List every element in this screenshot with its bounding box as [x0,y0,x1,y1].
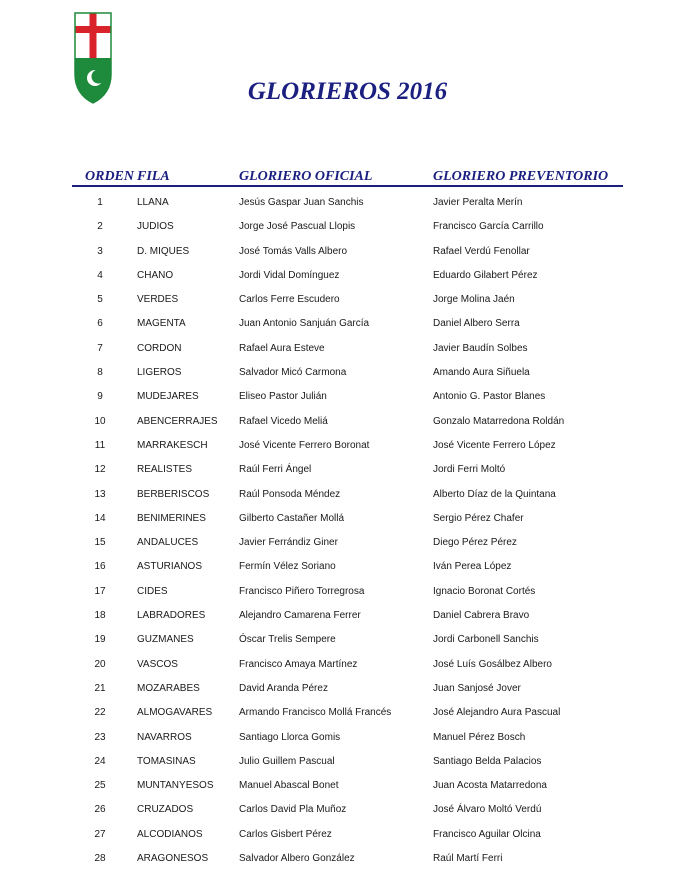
gloriero-preventorio-cell: José Luís Gosálbez Albero [433,658,552,670]
gloriero-preventorio-cell: Rafael Verdú Fenollar [433,245,530,257]
header-divider [72,185,623,187]
table-row [0,263,695,287]
gloriero-preventorio-cell: Jordi Carbonell Sanchis [433,634,539,646]
fila-cell: LLANA [137,197,169,208]
orden-cell: 26 [94,804,106,816]
orden-cell: 4 [97,269,103,281]
table-row [0,652,695,676]
orden-cell: 13 [94,488,106,500]
orden-cell: 2 [97,221,103,233]
fila-cell: CHANO [137,269,174,281]
table-row [0,214,695,238]
orden-cell: 14 [94,512,106,524]
table-row [0,676,695,700]
gloriero-preventorio-cell: Santiago Belda Palacios [433,755,542,767]
gloriero-preventorio-cell: Sergio Pérez Chafer [433,512,524,524]
table-row [0,506,695,530]
fila-cell: CORDON [137,342,182,354]
orden-cell: 11 [94,439,106,451]
gloriero-preventorio-cell: Daniel Cabrera Bravo [433,610,530,622]
table-row [0,773,695,797]
fila-cell: LABRADORES [137,610,206,622]
gloriero-oficial-cell: Rafael Vicedo Meliá [239,415,328,427]
table-row [0,336,695,360]
gloriero-oficial-cell: David Aranda Pérez [239,682,328,694]
table-row [0,846,695,870]
gloriero-preventorio-cell: Eduardo Gilabert Pérez [433,269,538,281]
gloriero-preventorio-cell: José Vicente Ferrero López [433,439,556,451]
gloriero-preventorio-cell: Francisco Aguilar Olcina [433,828,541,840]
gloriero-preventorio-cell: Iván Perea López [433,561,512,573]
gloriero-oficial-cell: Salvador Albero González [239,853,355,865]
page-title: GLORIEROS 2016 [247,78,448,105]
orden-cell: 10 [94,415,106,427]
gloriero-preventorio-cell: Jorge Molina Jaén [433,294,515,306]
table-row [0,409,695,433]
gloriero-preventorio-cell: Raúl Martí Ferri [433,853,503,865]
gloriero-oficial-cell: Salvador Micó Carmona [239,367,347,379]
gloriero-preventorio-cell: José Álvaro Moltó Verdú [433,804,542,816]
fila-cell: MOZARABES [137,682,200,694]
gloriero-preventorio-cell: Manuel Pérez Bosch [433,731,526,743]
table-row [0,627,695,651]
table-row [0,311,695,335]
gloriero-oficial-cell: Juan Antonio Sanjuán García [239,318,370,330]
orden-cell: 5 [97,294,103,306]
gloriero-oficial-cell: Santiago Llorca Gomis [239,731,341,743]
table-row [0,239,695,263]
fila-cell: VERDES [137,294,179,306]
gloriero-oficial-cell: Francisco Amaya Martínez [239,658,358,670]
fila-cell: MUDEJARES [137,391,199,403]
orden-cell: 19 [94,634,106,646]
gloriero-oficial-cell: Gilberto Castañer Mollá [239,512,345,524]
fila-cell: ARAGONESOS [137,853,209,865]
header-gloriero-oficial: GLORIERO OFICIAL [239,169,373,184]
fila-cell: LIGEROS [137,367,182,379]
header-orden: ORDEN [85,169,135,184]
gloriero-preventorio-cell: Javier Peralta Merín [433,197,523,208]
fila-cell: TOMASINAS [137,755,196,767]
table-row [0,287,695,311]
gloriero-preventorio-cell: Francisco García Carrillo [433,221,544,233]
gloriero-oficial-cell: Jorge José Pascual Llopis [239,221,356,233]
fila-cell: ALCODIANOS [137,828,203,840]
gloriero-preventorio-cell: Juan Sanjosé Jover [433,682,521,694]
fila-cell: D. MIQUES [137,245,190,257]
table-row [0,603,695,627]
gloriero-oficial-cell: Raúl Ferri Ángel [239,464,312,476]
table-row [0,579,695,603]
fila-cell: JUDIOS [137,221,174,233]
header-fila: FILA [137,169,170,184]
gloriero-oficial-cell: Jordi Vidal Domínguez [239,269,340,281]
orden-cell: 9 [97,391,103,403]
gloriero-preventorio-cell: Jordi Ferri Moltó [433,464,506,476]
orden-cell: 6 [97,318,103,330]
orden-cell: 25 [94,780,106,792]
fila-cell: GUZMANES [137,634,194,646]
gloriero-preventorio-cell: Daniel Albero Serra [433,318,520,330]
gloriero-oficial-cell: Carlos Gisbert Pérez [239,828,332,840]
table-row [0,360,695,384]
table-row [0,433,695,457]
fila-cell: MARRAKESCH [137,439,208,451]
gloriero-oficial-cell: Armando Francisco Mollá Francés [239,707,392,719]
fila-cell: ALMOGAVARES [137,707,213,719]
orden-cell: 24 [94,755,106,767]
orden-cell: 15 [94,537,106,549]
fila-cell: CIDES [137,585,168,597]
gloriero-table [0,190,695,870]
orden-cell: 21 [94,682,106,694]
gloriero-oficial-cell: Carlos Ferre Escudero [239,294,340,306]
fila-cell: MAGENTA [137,318,186,330]
fila-cell: REALISTES [137,464,193,476]
orden-cell: 8 [97,367,103,379]
fila-cell: BERBERISCOS [137,488,210,500]
gloriero-oficial-cell: Óscar Trelis Sempere [239,634,336,646]
table-row [0,554,695,578]
table-row [0,482,695,506]
gloriero-oficial-cell: Julio Guillem Pascual [239,755,335,767]
orden-cell: 7 [97,342,103,354]
gloriero-oficial-cell: José Vicente Ferrero Boronat [239,439,370,451]
gloriero-preventorio-cell: Ignacio Boronat Cortés [433,585,536,597]
table-row [0,530,695,554]
fila-cell: ABENCERRAJES [137,415,218,427]
orden-cell: 23 [94,731,106,743]
gloriero-preventorio-cell: Javier Baudín Solbes [433,342,528,354]
orden-cell: 17 [94,585,106,597]
fila-cell: ANDALUCES [137,537,199,549]
gloriero-preventorio-cell: Juan Acosta Matarredona [433,780,547,792]
fila-cell: CRUZADOS [137,804,194,816]
table-row [0,190,695,214]
gloriero-oficial-cell: Eliseo Pastor Julián [239,391,327,403]
gloriero-oficial-cell: Fermín Vélez Soriano [239,561,336,573]
gloriero-oficial-cell: José Tomás Valls Albero [239,245,348,257]
fila-cell: MUNTANYESOS [137,780,214,792]
gloriero-preventorio-cell: Amando Aura Siñuela [433,367,530,379]
orden-cell: 28 [94,853,106,865]
gloriero-preventorio-cell: Antonio G. Pastor Blanes [433,391,546,403]
gloriero-preventorio-cell: Gonzalo Matarredona Roldán [433,415,565,427]
orden-cell: 20 [94,658,106,670]
orden-cell: 16 [94,561,106,573]
gloriero-preventorio-cell: José Alejandro Aura Pascual [433,707,561,719]
table-row [0,797,695,821]
gloriero-oficial-cell: Alejandro Camarena Ferrer [239,610,361,622]
gloriero-preventorio-cell: Alberto Díaz de la Quintana [433,488,556,500]
gloriero-oficial-cell: Carlos David Pla Muñoz [239,804,347,816]
orden-cell: 22 [94,707,106,719]
fila-cell: NAVARROS [137,731,192,743]
table-row [0,700,695,724]
gloriero-oficial-cell: Francisco Piñero Torregrosa [239,585,365,597]
orden-cell: 27 [94,828,106,840]
orden-cell: 18 [94,610,106,622]
table-row [0,725,695,749]
orden-cell: 3 [97,245,103,257]
orden-cell: 1 [97,197,103,208]
gloriero-oficial-cell: Raúl Ponsoda Méndez [239,488,341,500]
gloriero-oficial-cell: Javier Ferrándiz Giner [239,537,338,549]
table-row [0,822,695,846]
orden-cell: 12 [94,464,106,476]
gloriero-preventorio-cell: Diego Pérez Pérez [433,537,517,549]
gloriero-oficial-cell: Jesús Gaspar Juan Sanchis [239,197,364,208]
table-row [0,749,695,773]
table-row [0,384,695,408]
gloriero-oficial-cell: Manuel Abascal Bonet [239,780,339,792]
gloriero-oficial-cell: Rafael Aura Esteve [239,342,325,354]
header-gloriero-preventorio: GLORIERO PREVENTORIO [433,169,609,184]
fila-cell: VASCOS [137,658,178,670]
table-row [0,457,695,481]
fila-cell: BENIMERINES [137,512,206,524]
fila-cell: ASTURIANOS [137,561,203,573]
